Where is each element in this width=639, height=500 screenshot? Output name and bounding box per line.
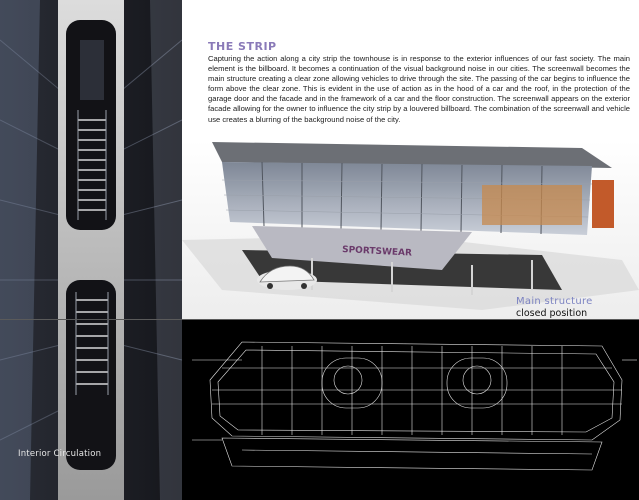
plan-line-drawing bbox=[182, 320, 639, 500]
billboard-text: SPORTSWEAR bbox=[341, 245, 413, 259]
townhouse-render-illustration bbox=[182, 140, 639, 320]
structure-sublabel: closed position bbox=[516, 308, 588, 319]
interior-render-illustration bbox=[0, 0, 182, 500]
structure-plan-drawing bbox=[182, 320, 639, 500]
section-title: THE STRIP bbox=[208, 40, 277, 53]
interior-circulation-render bbox=[0, 0, 182, 500]
main-structure-render bbox=[182, 140, 639, 320]
structure-label: Main structure bbox=[516, 296, 593, 307]
interior-circulation-caption: Interior Circulation bbox=[18, 449, 102, 459]
description-paragraph: Capturing the action along a city strip the townhouse is in response to the exterior influences of our fast society. The main element is the billboard. It becomes a continuation of the visual background noise in our cities. The screenwall becomes the main structure creating a clear zone allowing vehicles to drive through the site. The passing of the car begins to influence the form above the clear zone. This is evident in the use of action as in the hood of a car and the roof, in the protection of the garage door and the facade and in the framework of a car and the floor construction. The screenwall appears on the exterior facade allowing for the owner to influence the city strip by a louvered billboard. The combination of the screenwall and vehicle use creates a blurring of the background noise of the city. bbox=[208, 54, 630, 124]
